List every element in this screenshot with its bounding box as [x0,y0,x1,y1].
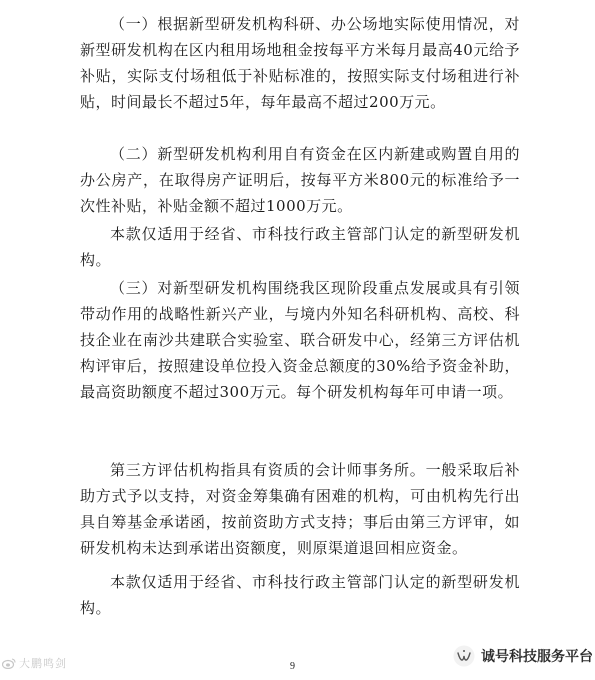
paragraph-applicability-1: 本款仅适用于经省、市科技行政主管部门认定的新型研发机构。 [80,225,520,269]
weibo-icon [2,658,16,669]
watermark [2,655,67,671]
paragraph-joint-lab-subsidy: （三）对新型研发机构围绕我区现阶段重点发展或具有引领带动作用的战略性新兴产业，与境内外知名科研机构、高校、科技企业在南沙共建联合实验室、联合研发中心，经第三方评估机构评审后，按照建设单位投入资金总额度的30%给予资金补助，最高资助额度不超过300万元。每个研发机构每年可申请一项。 [80,279,520,401]
brand-badge[interactable] [453,643,593,669]
brand-name: 诚号科技服务平台 [481,649,593,665]
paragraph-applicability-2: 本款仅适用于经省、市科技行政主管部门认定的新型研发机构。 [80,573,520,617]
wechat-channel-icon [453,645,475,667]
watermark-text: 大鹏鸣剑 [19,657,67,670]
paragraph-subsidy-property: （二）新型研发机构利用自有资金在区内新建或购置自用的办公房产，在取得房产证明后，按每平方米800元的标准给予一次性补贴，补贴金额不超过1000万元。 [80,145,520,215]
paragraph-subsidy-rent: （一）根据新型研发机构科研、办公场地实际使用情况，对新型研发机构在区内租用场地租金按每平方米每月最高40元给予补贴，实际支付场租低于补贴标准的，按照实际支付场租进行补贴，时间最长不超过5年，每年最高不超过200万元。 [80,15,520,111]
page-number: 9 [290,661,295,672]
paragraph-third-party-note: 第三方评估机构指具有资质的会计师事务所。一般采取后补助方式予以支持，对资金筹集确有困难的机构，可由机构先行出具自筹基金承诺函，按前资助方式支持；事后由第三方评审，如研发机构未达到承诺出资额度，则原渠道退回相应资金。 [80,461,520,557]
